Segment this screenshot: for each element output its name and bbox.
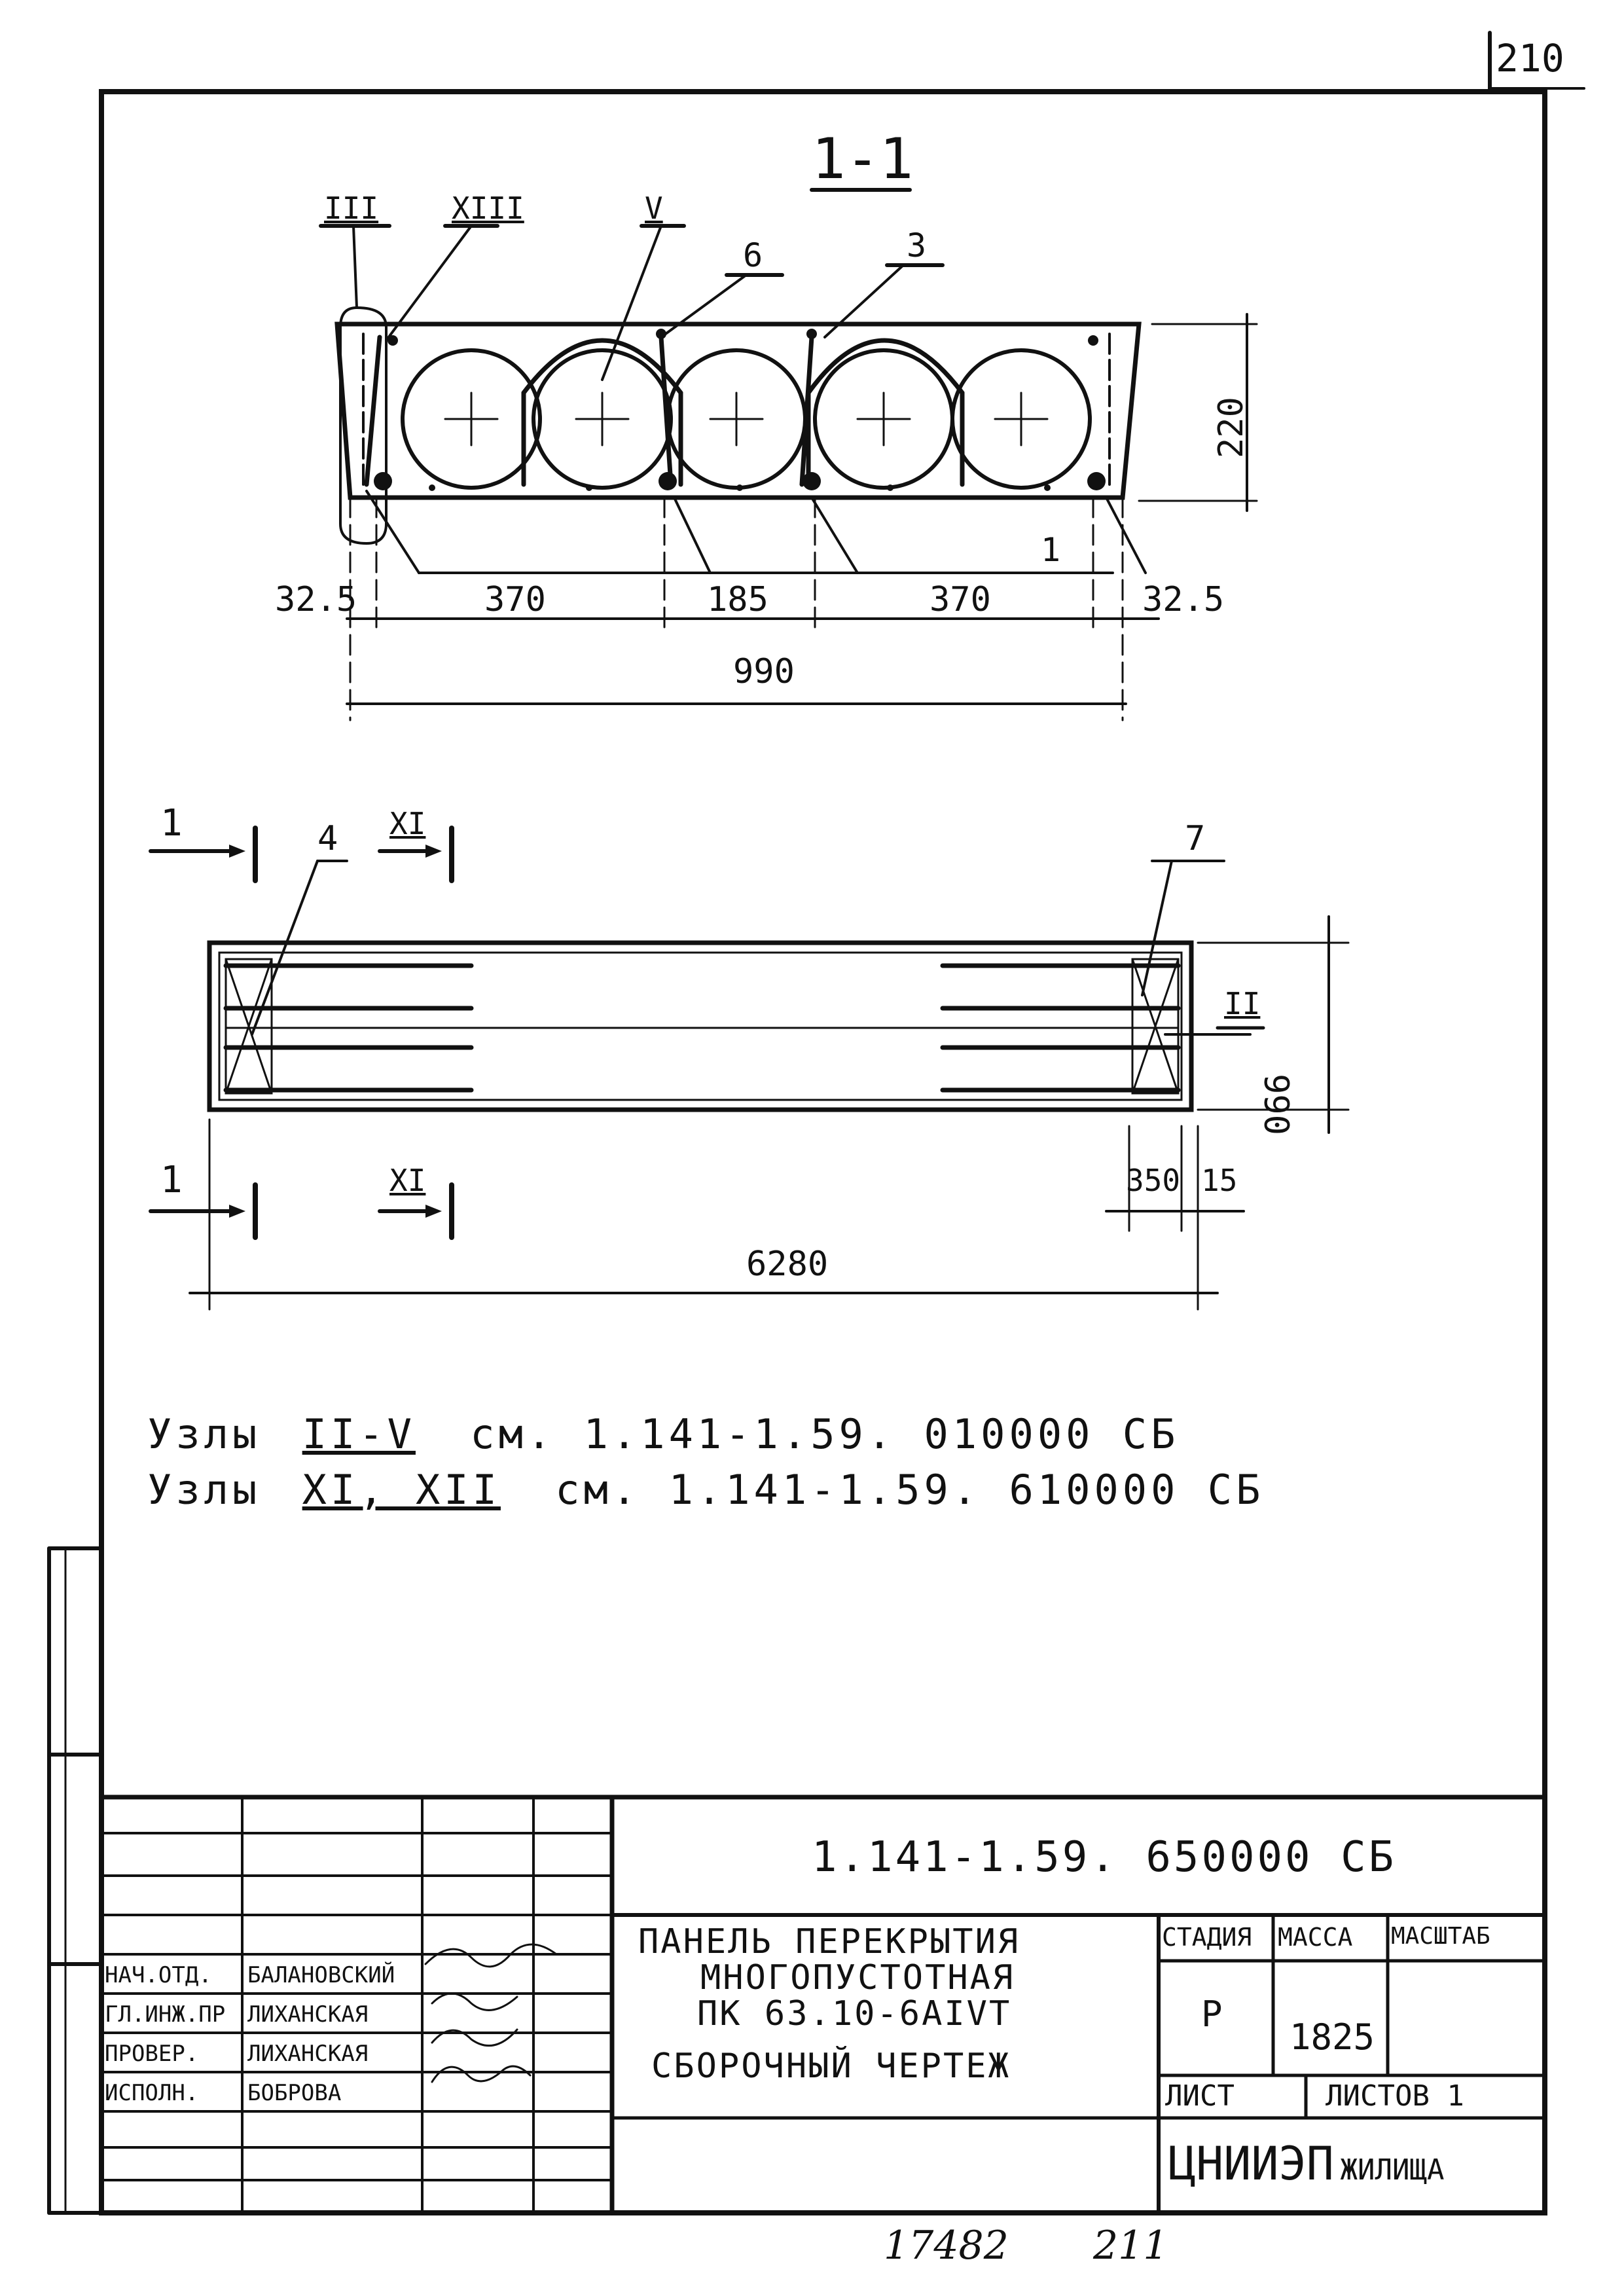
dim-990-plan: 990 bbox=[1256, 1074, 1295, 1135]
org-name-suffix: ЖИЛИЩА bbox=[1340, 2153, 1445, 2187]
name-1: ЛИХАНСКАЯ bbox=[247, 2001, 369, 2028]
doc-code: 1.141-1.59. 650000 СБ bbox=[812, 1833, 1397, 1882]
role-1: ГЛ.ИНЖ.ПР bbox=[105, 2001, 226, 2028]
scale-header: МАСШТАБ bbox=[1391, 1923, 1490, 1950]
leader-label-III: III bbox=[324, 191, 379, 226]
cut-mark-top-label: 1 bbox=[160, 802, 183, 845]
dim-370-left: 370 bbox=[484, 580, 546, 619]
leader-7: 7 bbox=[1185, 819, 1206, 858]
dim-370-right: 370 bbox=[929, 580, 991, 619]
dim-32-5-left: 32.5 bbox=[275, 580, 357, 619]
leader-label-3: 3 bbox=[907, 227, 927, 264]
note-1-text: см. 1.141-1.59. 010000 СБ bbox=[470, 1410, 1180, 1458]
name-3: БОБРОВА bbox=[247, 2080, 342, 2106]
node-XI-bottom: XI bbox=[389, 1163, 426, 1198]
title-line-1: ПАНЕЛЬ ПЕРЕКРЫТИЯ bbox=[638, 1922, 1020, 1961]
dim-350: 350 bbox=[1126, 1163, 1181, 1198]
leader-label-XIII: XIII bbox=[452, 191, 524, 226]
node-II: II bbox=[1224, 986, 1261, 1021]
name-2: ЛИХАНСКАЯ bbox=[247, 2041, 369, 2067]
dim-32-5-right: 32.5 bbox=[1142, 580, 1225, 619]
leader-4: 4 bbox=[317, 819, 338, 858]
leader-label-6: 6 bbox=[743, 236, 763, 274]
org-name-main: ЦНИИЭП bbox=[1168, 2137, 1334, 2191]
mass-value: 1825 bbox=[1290, 2016, 1375, 2058]
note-2-prefix: Узлы bbox=[147, 1466, 261, 1514]
sheet-label: ЛИСТ bbox=[1165, 2079, 1235, 2113]
dim-15: 15 bbox=[1201, 1163, 1238, 1198]
cut-mark-bottom-label: 1 bbox=[160, 1159, 183, 1201]
title-line-2: МНОГОПУСТОТНАЯ bbox=[700, 1958, 1015, 1997]
node-XI-top: XI bbox=[389, 806, 426, 841]
note-2-text: см. 1.141-1.59. 610000 СБ bbox=[555, 1466, 1265, 1514]
role-3: ИСПОЛН. bbox=[105, 2080, 199, 2106]
dim-185: 185 bbox=[707, 580, 768, 619]
role-2: ПРОВЕР. bbox=[105, 2041, 199, 2067]
sheets-label: ЛИСТОВ 1 bbox=[1326, 2079, 1464, 2113]
dim-6280: 6280 bbox=[746, 1245, 829, 1284]
stage-value: Р bbox=[1201, 1994, 1223, 2035]
stage-header: СТАДИЯ bbox=[1162, 1923, 1252, 1952]
name-0: БАЛАНОВСКИЙ bbox=[247, 1962, 395, 1988]
footer-left: 17482 bbox=[884, 2223, 1009, 2269]
note-line-2 bbox=[147, 1466, 1265, 1514]
section-title: 1-1 bbox=[812, 126, 914, 192]
org-name bbox=[1168, 2137, 1445, 2191]
mass-header: МАССА bbox=[1278, 1923, 1353, 1952]
title-line-3: ПК 63.10-6АIVТ bbox=[697, 1994, 1012, 2033]
leader-label-1: 1 bbox=[1041, 531, 1061, 569]
role-0: НАЧ.ОТД. bbox=[105, 1962, 212, 1988]
note-1-nodes: II-V bbox=[302, 1410, 416, 1458]
page-number: 210 bbox=[1496, 36, 1564, 81]
subtitle: СБОРОЧНЫЙ ЧЕРТЕЖ bbox=[651, 2047, 1011, 2086]
note-line-1 bbox=[147, 1410, 1180, 1458]
dim-220: 220 bbox=[1212, 397, 1251, 458]
note-2-nodes: XI, XII bbox=[302, 1466, 501, 1514]
leader-label-V: V bbox=[645, 191, 663, 226]
footer-right: 211 bbox=[1093, 2223, 1168, 2269]
note-1-prefix: Узлы bbox=[147, 1410, 261, 1458]
dim-990-section: 990 bbox=[733, 652, 795, 691]
